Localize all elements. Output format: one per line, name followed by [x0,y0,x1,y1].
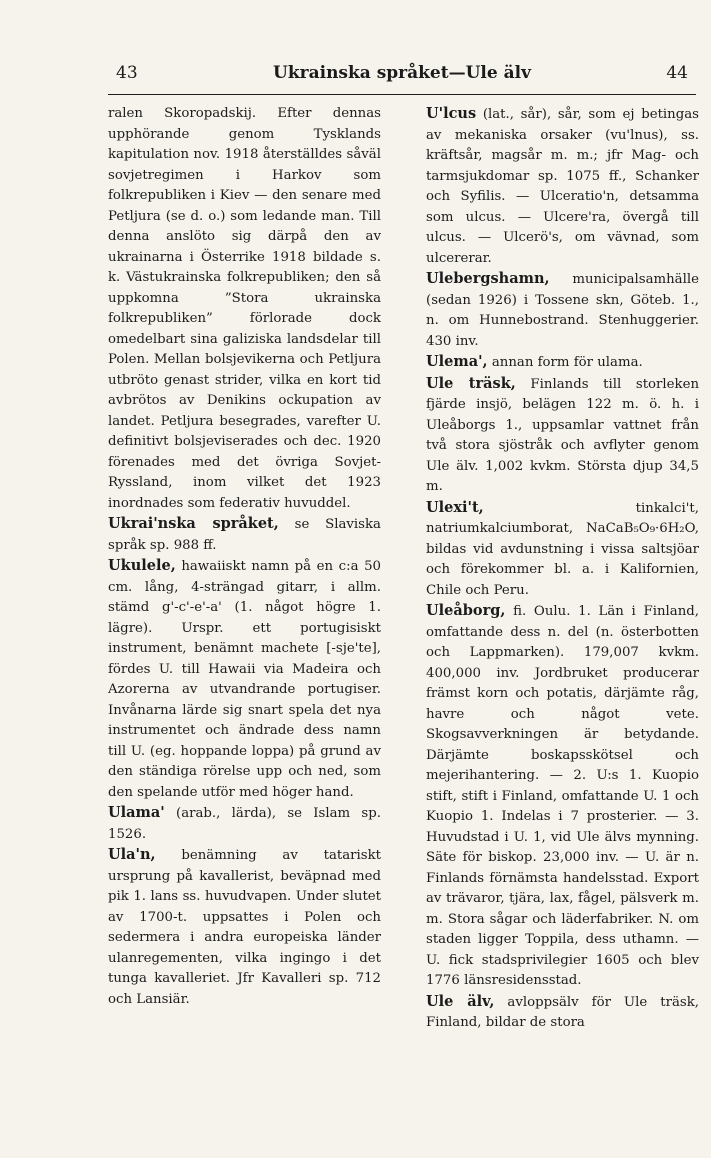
entry-body: (lat., sår), sår, som ej betingas av mekaniska orsaker (vu'lnus), ss. kräftsår, magsår m. m.; jfr Mag- och tarmsjukdomar sp. 1075 ff., Schanker och Syfilis. — Ulceratio'n, detsamma som ulcus. — Ulcere'ra, övergå till ulcus. — Ulcerö's, om vävnad, som ulcererar. [426,107,699,266]
entry-ulama [108,803,381,845]
entry-body: avloppsälv för Ule träsk, Finland, bildar de stora [426,994,699,1030]
entry-headword: Ulema', [426,353,488,370]
entry-ukulele [108,556,381,803]
entry-body: (arab., lärda), se Islam sp. 1526. [108,806,381,842]
entry-body: fi. Oulu. 1. Län i Finland, omfattande dess n. del (n. österbotten och Lappmarken). 179,007 kvkm. 400,000 inv. Jordbruket producerar främst korn och potatis, därjämte råg, havre och något vete. Skogsavverkningen är betydande. Därjämte boskapsskötsel och mejerihantering. — 2. U:s 1. Kuopio stift, stift i Finland, omfattande U. 1 och Kuopio 1. Indelas i 7 prosterier. — 3. Huvudstad i U. 1, vid Ule älvs mynning. Säte för biskop. 23,000 inv. — U. är n. Finlands förnämsta handelsstad. Export av trävaror, tjära, lax, fågel, pälsverk m. m. Stora sågar och läderfabriker. N. om staden ligger Toppila, dess uthamn. — U. fick stadsprivilegier 1605 och blev 1776 länsresidensstad. [426,604,699,988]
entry-headword: Ulebergshamn, [426,270,550,287]
entry-body: tinkalci't, natriumkalciumborat, NaCaB₅O₉·6H₂O, bildas vid avdunstning i vissa saltsjöar och förekommer bl. a. i Kalifornien, Chile och Peru. [426,500,699,598]
entry-uleaborg [426,601,699,992]
entry-ukrainska-spraket [108,514,381,556]
entry-headword: Ula'n, [108,846,156,863]
entry-body: ralen Skoropadskij. Efter dennas upphörande genom Tysklands kapitulation nov. 1918 återställdes såväl sovjetregimen i Harkov som folkrepubliken i Kiev — den senare med Petljura (se d. o.) som ledande man. Till denna anslöto sig därpå den av ukrainarna i Österrike 1918 bildade s. k. Västukrainska folkrepubliken; den så uppkomna ”Stora ukrainska folkrepubliken” förlorade dock omedelbart sina galiziska landsdelar till Polen. Mellan bolsjevikerna och Petljura utbröto genast strider, vilka en kort tid avbrötos av Denikins ockupation av landet. Petljura besegrades, varefter U. definitivt bolsjeviserades och dec. 1920 förenades med det övriga Sovjet-Ryssland, inom vilket det 1923 inordnades som federativ huvuddel. [108,106,381,511]
entry-body: Finlands till storleken fjärde insjö, belägen 122 m. ö. h. i Uleåborgs 1., uppsamlar vattnet från två stora sjöstråk och avflyter genom Ule älv. 1,002 kvkm. Största djup 34,5 m. [426,376,699,494]
entry-ulan [108,845,381,1010]
entry-headword: Ulexi't, [426,498,484,516]
entry-ulema [426,352,699,374]
left-column [108,104,381,1144]
right-column [426,104,699,1144]
entry-ulexit [426,498,699,602]
entry-body: benämning av tatariskt ursprung på kavallerist, beväpnad med pik 1. lans ss. huvudvapen. Under slutet av 1700-t. uppsattes i Polen och sedermera i andra europeiska länder ulanregementen, vilka ingingo i det tunga kavalleriet. Jfr Kavalleri sp. 712 och Lansiär. [108,848,381,1007]
entry-body: municipalsamhälle (sedan 1926) i Tossene skn, Göteb. 1., n. om Hunnebostrand. Stenhuggerier. 430 inv. [426,272,699,349]
entry-ule-trask [426,374,699,498]
page-header [108,60,696,95]
entry-body: annan form för ulama. [487,355,643,370]
entry-headword: Ule älv, [426,992,495,1010]
page-number-left: 43 [116,63,138,83]
entry-headword: Uleåborg, [426,602,506,619]
running-title: Ukrainska språket—Ule älv [273,63,531,83]
entry-headword: Ukrai'nska språket, [108,515,279,532]
entry-headword: U'lcus [426,105,477,122]
entry-continuation [108,104,381,514]
entry-ulcus [426,104,699,269]
entry-body: hawaiiskt namn på en c:a 50 cm. lång, 4-strängad gitarr, i allm. stämd g'-c'-e'-a' (1. något högre 1. lägre). Urspr. ett portugisiskt instrument, benämnt machete [-sje'te], fördes U. till Hawaii via Madeira och Azorerna av utvandrande portugiser. Invånarna lärde sig snart spela det nya instrumentet och ändrade dess namn till U. (eg. hoppande loppa) på grund av den ständiga rörelse upp och ned, som den spelande utför med höger hand. [108,559,381,800]
entry-ulebergshamn [426,269,699,352]
entry-ule-alv [426,992,699,1034]
entry-headword: Ukulele, [108,557,176,574]
entry-body: se Slaviska språk sp. 988 ff. [108,517,381,553]
entry-headword: Ulama' [108,804,165,821]
page-number-right: 44 [666,63,688,83]
entry-headword: Ule träsk, [426,374,516,392]
